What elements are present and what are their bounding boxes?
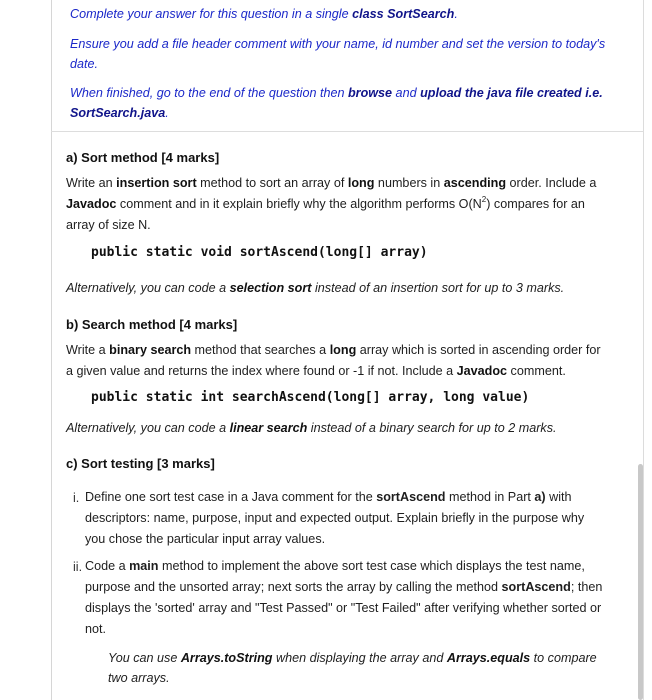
part-b-heading: b) Search method [4 marks] <box>66 317 238 332</box>
item-ii-text: Code a main method to implement the above sort test case which displays the test name, purpose and the unsorted array; next sorts the array by calling the method sortAscend; then displays the 'sorted' array and "Test Passed" or "Test Failed" after verifying whether sorted or not. <box>85 559 603 636</box>
instruction-file-header: Ensure you add a file header comment with your name, id number and set the version to today's date. <box>70 37 606 71</box>
part-a-alternative: Alternatively, you can code a selection sort instead of an insertion sort for up to 3 marks. <box>66 281 565 295</box>
item-i-number: i. <box>73 491 80 505</box>
part-c-heading: c) Sort testing [3 marks] <box>66 456 215 471</box>
item-i-text: Define one sort test case in a Java comment for the sortAscend method in Part a) with descriptors: name, purpose, input and expected output. Explain briefly in the purpose why you chose the particular input array values. <box>85 490 585 546</box>
arrays-hint: You can use Arrays.toString when displaying the array and Arrays.equals to compare two arrays. <box>108 651 597 685</box>
part-a-description: Write an insertion sort method to sort an array of long numbers in ascending order. Include a Javadoc comment and in it explain briefly why the algorithm performs $O(N^2)$ compares for an array of size N. <box>66 176 597 232</box>
item-ii-number: ii. <box>73 560 83 574</box>
section-divider <box>51 131 644 132</box>
instruction-upload: When finished, go to the end of the question then browse and upload the java file created i.e. SortSearch.java. <box>70 86 603 120</box>
instruction-single-class: Complete your answer for this question in a single class SortSearch. <box>70 7 458 21</box>
part-b-description: Write a binary search method that searches a long array which is sorted in ascending order for a given value and returns the index where found or -1 if not. Include a Javadoc comment. <box>66 343 601 378</box>
part-b-alternative: Alternatively, you can code a linear search instead of a binary search for up to 2 marks. <box>66 421 557 435</box>
scrollbar-thumb[interactable] <box>638 464 643 700</box>
left-border <box>51 0 52 700</box>
right-border <box>643 0 644 700</box>
part-a-signature: public static void sortAscend(long[] array) <box>91 245 428 260</box>
part-b-signature: public static int searchAscend(long[] array, long value) <box>91 390 530 405</box>
part-a-heading: a) Sort method [4 marks] <box>66 150 220 165</box>
